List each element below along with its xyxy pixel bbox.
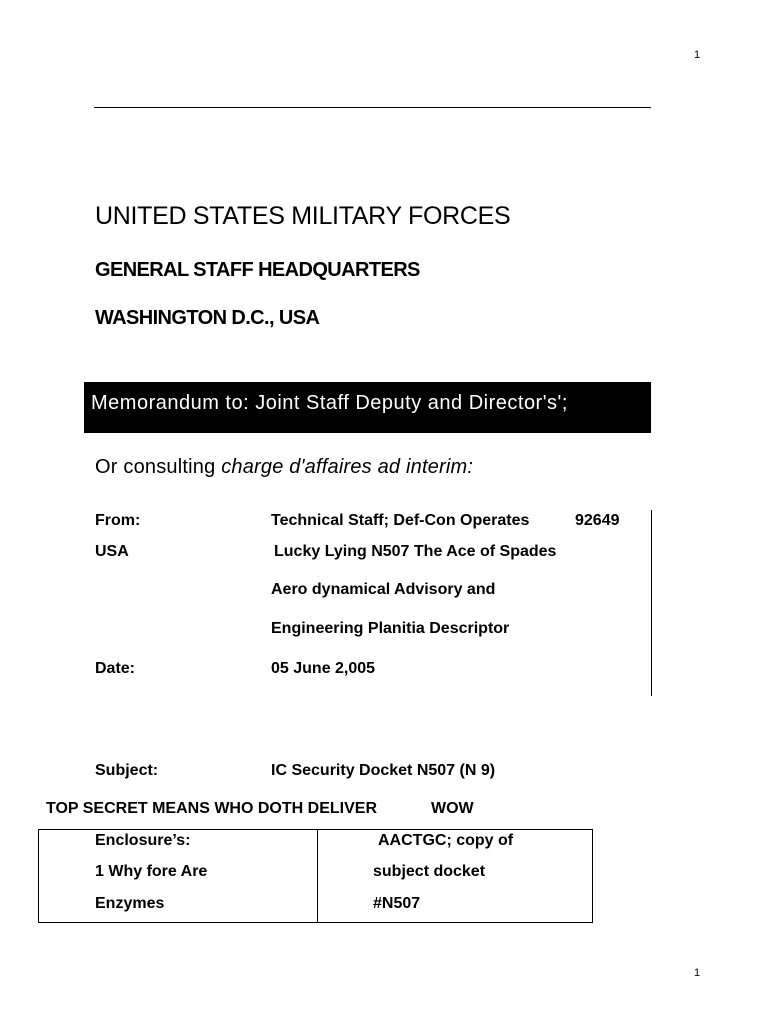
consulting-italic: charge d'affaires ad interim:: [221, 456, 474, 478]
date-value: 05 June 2,005: [271, 660, 376, 677]
from-label: From:: [95, 512, 141, 529]
from-value: Technical Staff; Def-Con Operates: [271, 512, 530, 529]
enclosure-right-3: #N507: [373, 895, 421, 912]
subject-label: Subject:: [95, 762, 159, 779]
page-number-bottom: 1: [694, 967, 701, 979]
advisory-line: Aero dynamical Advisory and: [271, 581, 496, 598]
vertical-rule: [651, 510, 652, 696]
date-label: Date:: [95, 660, 136, 677]
enclosure-left-3: Enzymes: [95, 895, 165, 912]
header-title: UNITED STATES MILITARY FORCES: [95, 202, 511, 230]
descriptor-line: Engineering Planitia Descriptor: [271, 620, 510, 637]
usa-label: USA: [95, 543, 129, 560]
header-location: WASHINGTON D.C., USA: [95, 307, 320, 329]
usa-value: Lucky Lying N507 The Ace of Spades: [274, 543, 557, 560]
enclosure-right-2: subject docket: [373, 863, 486, 880]
from-code: 92649: [575, 512, 620, 529]
enclosure-left-1: Enclosure’s:: [95, 832, 191, 849]
enclosure-left-2: 1 Why fore Are: [95, 863, 208, 880]
memo-banner: [84, 382, 651, 433]
header-subtitle: GENERAL STAFF HEADQUARTERS: [95, 259, 420, 281]
memo-to-text: Memorandum to: Joint Staff Deputy and Director's';: [91, 392, 568, 414]
consulting-line: [95, 456, 473, 479]
enclosure-right-1: AACTGC; copy of: [378, 832, 514, 849]
wow-text: WOW: [431, 800, 474, 817]
enclosure-divider: [317, 830, 318, 922]
top-secret-text: TOP SECRET MEANS WHO DOTH DELIVER: [46, 800, 377, 817]
subject-value: IC Security Docket N507 (N 9): [271, 762, 496, 779]
page-number-top: 1: [694, 49, 701, 61]
header-rule: [94, 107, 651, 108]
consulting-prefix: Or consulting: [95, 456, 222, 478]
